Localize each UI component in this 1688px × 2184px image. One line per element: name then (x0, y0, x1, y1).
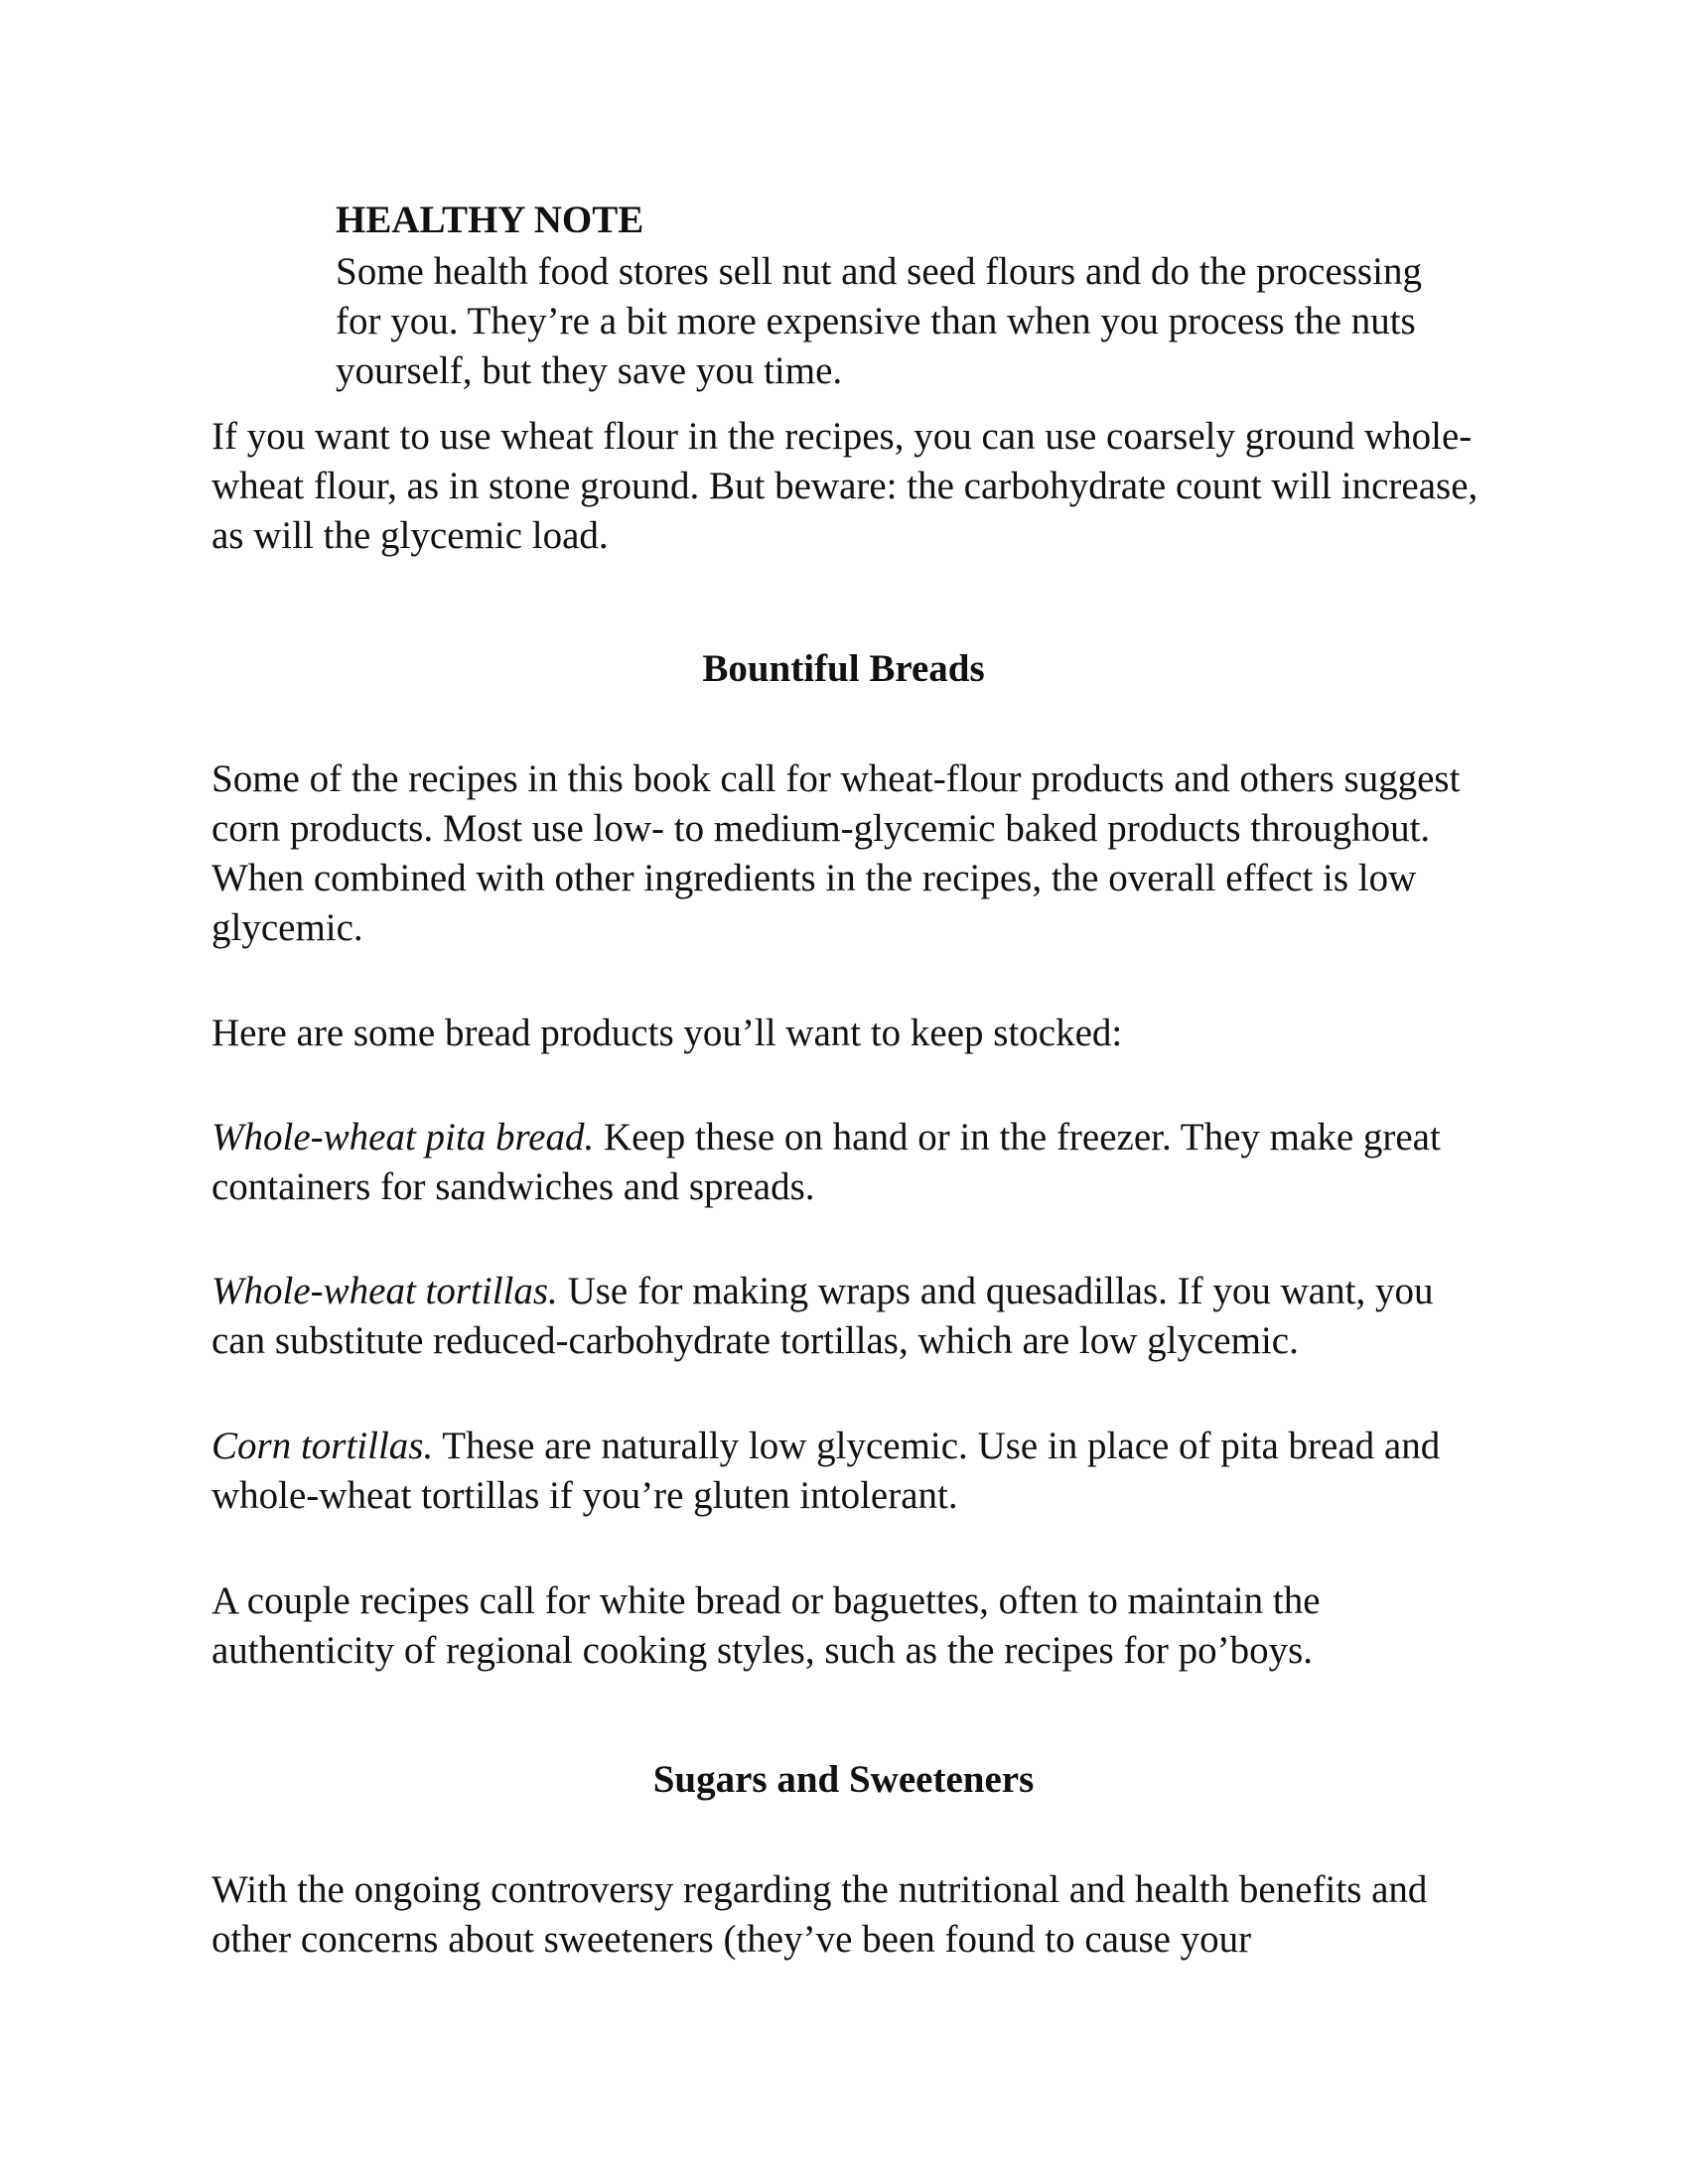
healthy-note (336, 194, 1468, 396)
bread-item-pita (211, 1113, 1492, 1212)
bread-item-tortillas (211, 1267, 1492, 1366)
bread-item-text: Use for making wraps and quesadillas. If you want, you can substitute reduced-carbohydrate tortillas, which are low glycemic. (211, 1270, 1434, 1362)
sweeteners-paragraph-1: With the ongoing controversy regarding the nutritional and health benefits and other concerns about sweeteners (they’ve been found to cause your (211, 1868, 1428, 1961)
bread-item-term: Whole-wheat tortillas. (211, 1270, 558, 1312)
intro-paragraph: If you want to use wheat flour in the recipes, you can use coarsely ground whole-wheat flour, as in stone ground. But beware: the carbohydrate count will increase, as will the glycemic load. (211, 415, 1478, 557)
breads-paragraph-1: Some of the recipes in this book call for wheat-flour products and others suggest corn products. Most use low- to medium-glycemic baked products throughout. When combined with other ingredients in the recipes, the overall effect is low glycemic. (211, 757, 1461, 949)
section-heading-sweeteners: Sugars and Sweeteners (652, 1758, 1035, 1801)
bread-item-term: Corn tortillas. (211, 1425, 434, 1467)
breads-paragraph-2: Here are some bread products you’ll want to keep stocked: (211, 1012, 1123, 1054)
bread-item-text: These are naturally low glycemic. Use in place of pita bread and whole-wheat tortillas if you’re gluten intolerant. (211, 1425, 1441, 1517)
healthy-note-text: Some health food stores sell nut and seed flours and do the processing for you. They’re a bit more expensive than when you process the nuts yourself, but they save you time. (336, 250, 1422, 392)
bread-item-term: Whole-wheat pita bread. (211, 1116, 595, 1159)
bread-item-corn-tortillas (211, 1422, 1492, 1521)
bread-item-text: Keep these on hand or in the freezer. They make great containers for sandwiches and spreads. (211, 1116, 1441, 1208)
section-heading-breads: Bountiful Breads (702, 647, 985, 690)
healthy-note-title: HEALTHY NOTE (336, 199, 644, 241)
breads-paragraph-3: A couple recipes call for white bread or baguettes, often to maintain the authenticity of regional cooking styles, such as the recipes for po’boys. (211, 1579, 1321, 1672)
document-page (211, 194, 1492, 1965)
